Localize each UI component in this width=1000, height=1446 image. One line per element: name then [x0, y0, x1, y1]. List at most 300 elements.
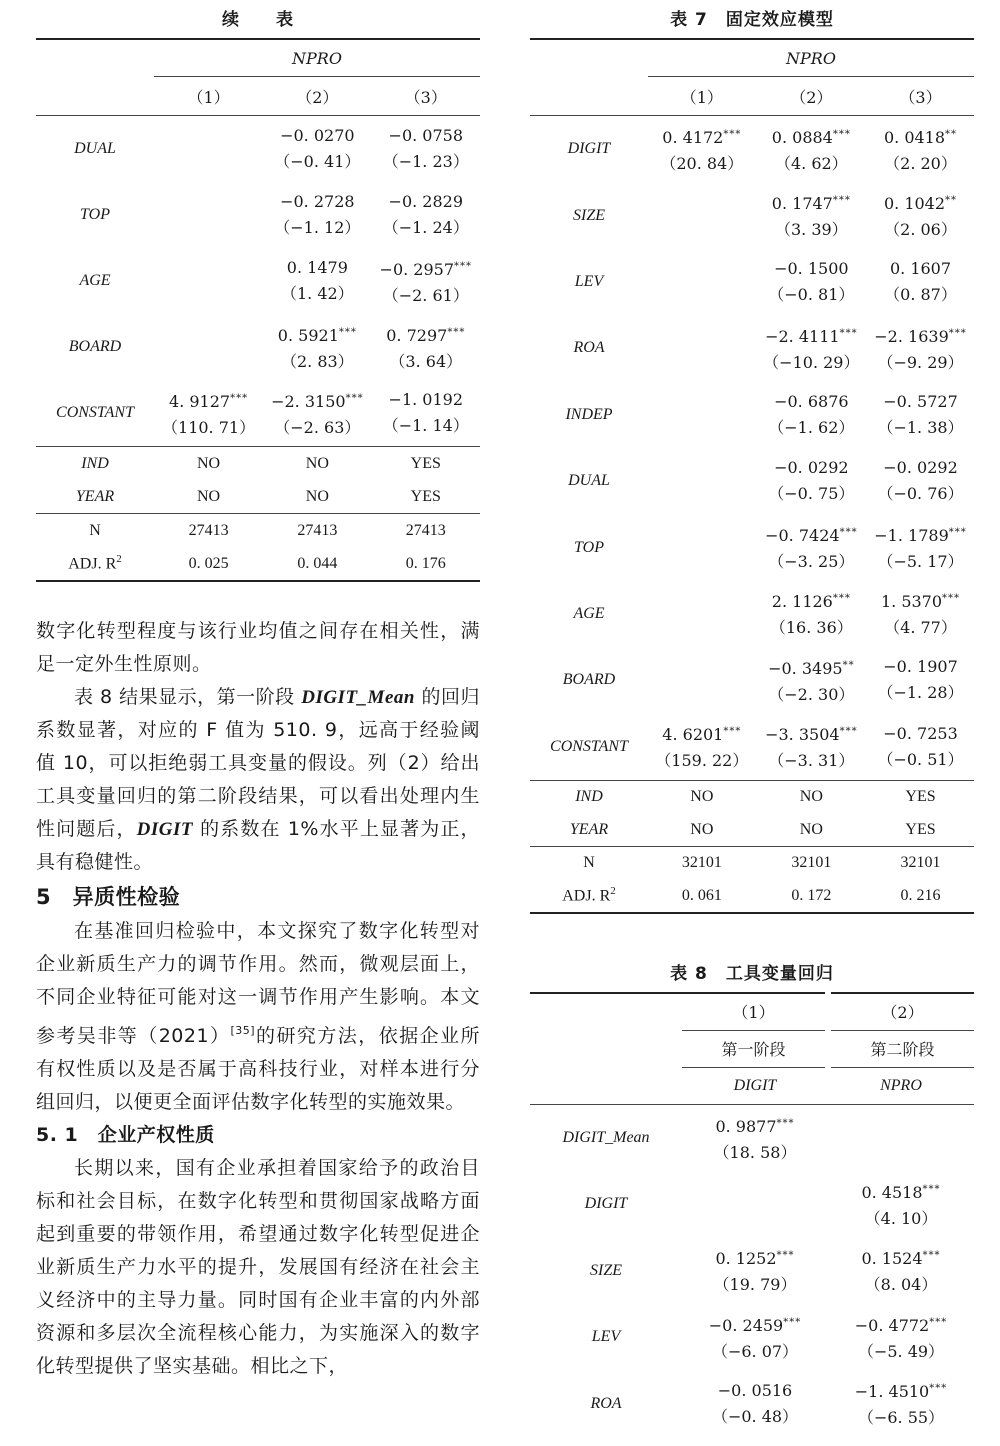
coef-value: −0. 1907	[883, 657, 958, 677]
t-stat: （16. 36）	[769, 618, 853, 638]
paragraph: 长期以来，国有企业承担着国家给予的政治目标和社会目标，在数字化转型和贯彻国家战略方面起到重要的带领作用，希望通过数字化转型促进企业新质生产力水平的提升，发展国有经济在社会主义经济中的主导力量。同时国有企业丰富的内外部资源和多层次全流程核心能力，为实施深入的数字化转型提供了坚实基础。相比之下，	[36, 1157, 480, 1377]
coef-cell	[648, 714, 756, 781]
fe-value: NO	[648, 780, 756, 813]
t-stat: （−1. 23）	[382, 152, 469, 171]
coef-value: 0. 7297***	[386, 325, 466, 345]
coef	[756, 455, 867, 507]
table-row	[530, 1104, 974, 1171]
coef	[756, 389, 867, 441]
coef-cell	[867, 514, 974, 580]
coef-value: 0. 1524***	[861, 1249, 941, 1269]
dependent-variable: DIGIT	[733, 1076, 777, 1094]
stat-value: 27413	[372, 514, 480, 548]
table-row	[530, 581, 974, 647]
coef-value: 0. 1252***	[715, 1249, 795, 1269]
table-row	[36, 116, 480, 183]
variable-name: TOP	[574, 538, 604, 556]
table-row	[530, 182, 974, 248]
header-blank	[36, 77, 154, 116]
subsection-heading: 5. 1 企业产权性质	[36, 1124, 215, 1146]
table-row	[530, 1304, 974, 1370]
coef	[263, 123, 371, 175]
coef-cell	[648, 514, 756, 580]
coef	[372, 387, 480, 439]
coef-cell	[648, 448, 756, 514]
table-row	[530, 249, 974, 315]
t-stat: （−10. 29）	[763, 352, 860, 372]
coef-cell	[263, 380, 371, 447]
table-row	[530, 1370, 974, 1436]
coef	[263, 255, 371, 307]
coef-cell	[828, 1171, 974, 1237]
coef-cell	[828, 1304, 974, 1370]
fe-value: YES	[372, 447, 480, 481]
coef	[756, 653, 867, 708]
t-stat: （0. 87）	[884, 284, 957, 304]
coef-cell	[263, 182, 371, 248]
stat-row	[530, 846, 974, 879]
significance-stars: ***	[948, 327, 967, 339]
coef-cell	[263, 314, 371, 380]
coef-value: 0. 9877***	[715, 1116, 795, 1136]
coef-value: −0. 2459***	[708, 1315, 802, 1335]
coef-cell	[867, 182, 974, 248]
paragraph: 表 8 结果显示，第一阶段 DIGIT_Mean 的回归系数显著，对应的 F 值为 510. 9，远高于经验阈值 10，可以拒绝弱工具变量的假设。列（2）给出工具变量回归的第二阶段结果，可以看出处理内生性问题后，DIGIT 的系数在 1%水平上显著为正，具有稳健性。	[36, 686, 480, 873]
table-row	[36, 248, 480, 314]
coef-value: −3. 3504***	[765, 725, 858, 745]
coef-value: −0. 7253	[883, 723, 958, 743]
coef-cell	[263, 116, 371, 183]
header-blank	[530, 993, 682, 1105]
variable-name: BOARD	[68, 338, 122, 355]
stat-name: ADJ. $R^2$	[68, 553, 122, 573]
significance-stars: ***	[839, 527, 858, 539]
table-row	[530, 116, 974, 183]
variable-name: SIZE	[590, 1261, 622, 1279]
coef-value: 0. 5921***	[277, 325, 357, 345]
significance-stars: ***	[929, 1316, 948, 1328]
table-row	[530, 315, 974, 381]
coef-value: −2. 4111***	[765, 326, 858, 346]
t-stat: （20. 84）	[660, 153, 744, 173]
fe-value: NO	[263, 447, 371, 481]
variable-name: LEV	[591, 1328, 621, 1346]
coef-value: −0. 0516	[717, 1380, 793, 1400]
coef-value: −0. 5727	[883, 391, 958, 411]
coef-value: 2. 1126***	[771, 592, 851, 612]
left-column	[36, 0, 480, 582]
t-stat: （4. 10）	[864, 1208, 938, 1228]
t-stat: （2. 06）	[884, 220, 957, 240]
significance-stars: ***	[338, 326, 357, 338]
t-stat: （3. 39）	[774, 220, 848, 240]
stat-name: ADJ. $R^2$	[562, 885, 616, 905]
coef-cell	[263, 248, 371, 314]
coef-value: 4. 9127***	[169, 391, 249, 411]
variable-name: TOP	[80, 206, 110, 223]
table-row	[530, 714, 974, 781]
significance-stars: ***	[454, 260, 473, 272]
coef-cell	[682, 1304, 828, 1370]
column-number: （2）	[296, 87, 339, 107]
t-stat: （−1. 12）	[274, 218, 361, 237]
coef-value: 1. 5370***	[880, 592, 961, 612]
column-number: （3）	[899, 87, 942, 107]
coef	[756, 256, 867, 308]
fe-value: NO	[305, 487, 329, 505]
t-stat: （3. 64）	[389, 351, 463, 371]
coef-cell	[756, 116, 867, 183]
regression-table-continued	[36, 38, 480, 582]
variable-name: IND	[36, 447, 154, 481]
coef-cell	[154, 248, 263, 314]
stat-value: 0. 176	[405, 554, 446, 572]
coef-cell	[756, 714, 867, 781]
t-stat: （−1. 62）	[768, 417, 855, 437]
t-stat: （−2. 63）	[274, 417, 361, 437]
t-stat: （−2. 61）	[382, 285, 469, 305]
t-stat: （−1. 38）	[877, 417, 964, 437]
table-row	[530, 514, 974, 580]
variable-name: DIGIT	[584, 1195, 628, 1213]
t-stat: （2. 83）	[280, 351, 354, 371]
body-text	[36, 615, 480, 1383]
t-stat: （−1. 14）	[382, 416, 469, 435]
stat-value: 0. 044	[297, 554, 338, 572]
t-stat: （−0. 75）	[768, 484, 855, 504]
coef-value: 0. 1607	[889, 258, 952, 278]
paragraph: 数字化转型程度与该行业均值之间存在相关性，满足一定外生性原则。	[36, 620, 480, 675]
coef	[756, 586, 867, 641]
table-row	[530, 382, 974, 448]
coef-value: 0. 1479	[286, 258, 348, 277]
coef-cell	[682, 1171, 828, 1237]
coef	[756, 188, 867, 243]
significance-stars: ***	[345, 392, 364, 404]
coef	[867, 321, 974, 376]
coef	[682, 1378, 828, 1430]
coef-value: −1. 1789***	[874, 526, 967, 546]
coef	[372, 189, 480, 241]
t-stat: （−1. 24）	[382, 218, 469, 237]
coef	[867, 256, 974, 308]
stat-name: N	[36, 514, 154, 548]
variable-name: AGE	[79, 272, 111, 289]
coef	[682, 1243, 828, 1298]
significance-stars: ***	[922, 1183, 941, 1195]
variable-name: ROA	[573, 339, 605, 357]
variable-name: AGE	[573, 604, 605, 622]
section-heading: 5 异质性检验	[36, 885, 181, 909]
coef	[828, 1243, 974, 1298]
dependent-variable: NPRO	[154, 39, 480, 77]
significance-stars: **	[842, 659, 855, 671]
coef-value: −0. 1500	[774, 258, 849, 278]
superscript: 2	[116, 553, 122, 566]
header-blank	[530, 77, 648, 116]
significance-stars: ***	[839, 726, 858, 738]
variable-name: CONSTANT	[550, 737, 628, 755]
coef-value: 0. 4518***	[861, 1182, 941, 1202]
t-stat: （−0. 51）	[877, 749, 964, 769]
fe-value: NO	[799, 820, 823, 838]
t-stat: （159. 22）	[655, 751, 749, 771]
variable-name: LEV	[574, 272, 604, 290]
coef-cell	[372, 380, 480, 447]
table-row	[530, 1238, 974, 1304]
variable-name: ROA	[590, 1394, 622, 1412]
dependent-variable: NPRO	[880, 1076, 922, 1094]
coef-value: −0. 2829	[388, 192, 464, 211]
table-row	[36, 380, 480, 447]
stat-row	[530, 879, 974, 913]
significance-stars: **	[945, 128, 958, 140]
coef	[756, 719, 867, 774]
column-number: （2）	[828, 993, 974, 1031]
coef-cell	[756, 182, 867, 248]
t-stat: （4. 62）	[774, 153, 848, 173]
instrumental-variable-table	[530, 992, 974, 1437]
significance-stars: **	[945, 195, 958, 207]
variable-name: DUAL	[36, 116, 154, 183]
coef	[756, 520, 867, 575]
stat-value: 0. 025	[188, 554, 229, 572]
coef	[756, 122, 867, 177]
coef	[372, 123, 480, 175]
stat-row	[36, 547, 480, 581]
coef	[648, 719, 756, 774]
coef-cell	[828, 1370, 974, 1436]
fe-value: YES	[867, 780, 974, 813]
coef-cell	[372, 248, 480, 314]
stat-value: 32101	[648, 846, 756, 879]
significance-stars: ***	[832, 195, 851, 207]
table8-title: 表 8 工具变量回归	[670, 963, 834, 984]
coef-value: 0. 1042**	[883, 194, 958, 214]
column-number: （1）	[682, 993, 828, 1031]
stat-name: N	[530, 846, 648, 879]
coef	[263, 320, 371, 375]
coef-cell	[648, 249, 756, 315]
coef	[263, 386, 371, 441]
coef	[154, 386, 263, 441]
coef-cell	[756, 514, 867, 580]
variable-name: CONSTANT	[56, 404, 134, 421]
t-stat: （−2. 30）	[768, 684, 855, 704]
coef	[867, 122, 974, 177]
coef	[756, 321, 867, 376]
stage-label: 第一阶段	[682, 1030, 828, 1067]
coef-cell	[648, 382, 756, 448]
table-row	[36, 314, 480, 380]
dependent-variable: NPRO	[648, 39, 974, 77]
t-stat: （−6. 55）	[857, 1408, 945, 1428]
coef-value: 0. 4172***	[662, 127, 742, 147]
coef-cell	[867, 647, 974, 713]
coef	[828, 1310, 974, 1365]
variable-name: IND	[530, 780, 648, 813]
column-number: （1）	[187, 87, 230, 107]
coef-cell	[372, 314, 480, 380]
coef-cell	[648, 315, 756, 381]
fixed-effect-row	[36, 447, 480, 481]
coef	[867, 520, 974, 575]
t-stat: （19. 79）	[713, 1275, 797, 1295]
significance-stars: ***	[948, 527, 967, 539]
coef-value: −1. 4510***	[854, 1382, 948, 1402]
significance-stars: ***	[832, 593, 851, 605]
coef	[648, 122, 756, 177]
coef-value: 0. 1747***	[771, 194, 851, 214]
coef-cell	[648, 647, 756, 713]
coef-cell	[154, 182, 263, 248]
coef-cell	[372, 116, 480, 183]
column-number: （1）	[680, 87, 723, 107]
coef-cell	[154, 380, 263, 447]
t-stat: （−0. 48）	[711, 1406, 799, 1426]
header-blank	[530, 39, 648, 77]
variable-name: SIZE	[573, 206, 605, 224]
coef	[828, 1376, 974, 1431]
variable-name: YEAR	[75, 487, 115, 505]
t-stat: （−9. 29）	[877, 352, 964, 372]
coef-cell	[154, 116, 263, 183]
fe-value: YES	[905, 820, 936, 838]
stage-label: 第二阶段	[828, 1030, 974, 1067]
significance-stars: ***	[783, 1316, 802, 1328]
coef-cell	[154, 314, 263, 380]
t-stat: （110. 71）	[162, 417, 256, 437]
fixed-effect-row	[36, 480, 480, 514]
fe-value: YES	[410, 487, 441, 505]
variable-name: INDEP	[565, 405, 613, 423]
table-row	[530, 1171, 974, 1237]
coef-cell	[682, 1104, 828, 1171]
variable-name: BOARD	[562, 671, 616, 689]
coef	[867, 654, 974, 706]
coef-value: −0. 0758	[388, 126, 464, 145]
t-stat: （−6. 07）	[711, 1341, 799, 1361]
coef-cell	[372, 182, 480, 248]
significance-stars: ***	[776, 1250, 795, 1262]
stat-value: 27413	[154, 514, 263, 548]
t-stat: （−5. 49）	[857, 1341, 945, 1361]
coef	[828, 1177, 974, 1232]
stat-value: 0. 172	[791, 886, 832, 904]
coef-value: 0. 0418**	[883, 127, 958, 147]
table-row	[530, 647, 974, 713]
coef-cell	[756, 315, 867, 381]
stat-value: 0. 061	[681, 886, 722, 904]
coef-value: −0. 4772***	[854, 1315, 948, 1335]
t-stat: （−0. 41）	[274, 152, 361, 171]
coef-cell	[828, 1104, 974, 1171]
coef	[372, 320, 480, 375]
t-stat: （1. 42）	[280, 284, 354, 303]
fe-value: NO	[756, 780, 867, 813]
significance-stars: ***	[723, 726, 742, 738]
t-stat: （−1. 28）	[877, 683, 964, 703]
t-stat: （18. 58）	[713, 1142, 797, 1162]
t-stat: （8. 04）	[864, 1275, 938, 1295]
coef-value: −2. 1639***	[874, 326, 967, 346]
t-stat: （−3. 31）	[768, 751, 855, 771]
fixed-effect-row	[530, 813, 974, 846]
coef-value: −0. 0292	[883, 458, 958, 478]
significance-stars: ***	[230, 392, 249, 404]
stat-value: 0. 216	[900, 886, 941, 904]
coef-value: −0. 2728	[280, 192, 355, 211]
coef-value: −2. 3150***	[271, 391, 364, 411]
citation-ref: [35]	[230, 1024, 256, 1037]
coef-cell	[682, 1370, 828, 1436]
significance-stars: ***	[832, 128, 851, 140]
superscript: 2	[610, 885, 616, 898]
significance-stars: ***	[723, 128, 742, 140]
coef-value: −0. 3495**	[768, 658, 855, 678]
coef-value: −0. 2957***	[379, 259, 473, 279]
stat-row	[36, 514, 480, 548]
coef	[867, 586, 974, 641]
coef-cell	[648, 116, 756, 183]
t-stat: （−5. 17）	[877, 552, 964, 572]
variable-name: DUAL	[568, 472, 610, 490]
coef-cell	[828, 1238, 974, 1304]
coef-cell	[867, 448, 974, 514]
coef	[263, 189, 371, 241]
stat-value: 32101	[756, 846, 867, 879]
significance-stars: ***	[447, 326, 466, 338]
coef-value: −0. 7424***	[765, 526, 858, 546]
variable-name: YEAR	[569, 820, 609, 838]
coef-cell	[867, 116, 974, 183]
coef-cell	[648, 182, 756, 248]
significance-stars: ***	[776, 1117, 795, 1129]
variable-name: DIGIT_Mean	[530, 1104, 682, 1171]
fe-value: NO	[197, 487, 221, 505]
fe-value: NO	[690, 820, 714, 838]
paragraph: 在基准回归检验中，本文探究了数字化转型对企业新质生产力的调节作用。然而，微观层面上，不同企业特征可能对这一调节作用产生影响。本文参考吴非等（2021）[35]的研究方法，依据企业所有权性质以及是否属于高科技行业，对样本进行分组回归，以便更全面评估数字化转型的实施效果。	[36, 920, 480, 1113]
coef	[867, 389, 974, 441]
coef-cell	[867, 249, 974, 315]
fixed-effects-table	[530, 38, 974, 914]
coef	[682, 1310, 828, 1365]
column-number: （3）	[404, 87, 447, 107]
fixed-effect-row	[530, 780, 974, 813]
coef-cell	[682, 1238, 828, 1304]
significance-stars: ***	[922, 1250, 941, 1262]
significance-stars: ***	[942, 593, 961, 605]
t-stat: （4. 77）	[884, 618, 957, 638]
significance-stars: ***	[929, 1383, 948, 1395]
column-number: （2）	[790, 87, 833, 107]
coef	[867, 721, 974, 773]
coef-value: −0. 6876	[774, 391, 849, 411]
coef-value: 0. 0884***	[771, 127, 851, 147]
coef-cell	[867, 315, 974, 381]
coef-cell	[756, 382, 867, 448]
coef-value: −1. 0192	[388, 390, 464, 409]
t-stat: （−0. 81）	[768, 284, 855, 304]
fe-value: NO	[154, 447, 263, 481]
stat-value: 27413	[263, 514, 371, 548]
table-title: 续 表	[222, 10, 294, 30]
stat-value: 32101	[867, 846, 974, 879]
variable-name: DIGIT	[530, 116, 648, 183]
coef-cell	[756, 581, 867, 647]
coef-cell	[867, 714, 974, 781]
header-blank	[36, 39, 154, 77]
